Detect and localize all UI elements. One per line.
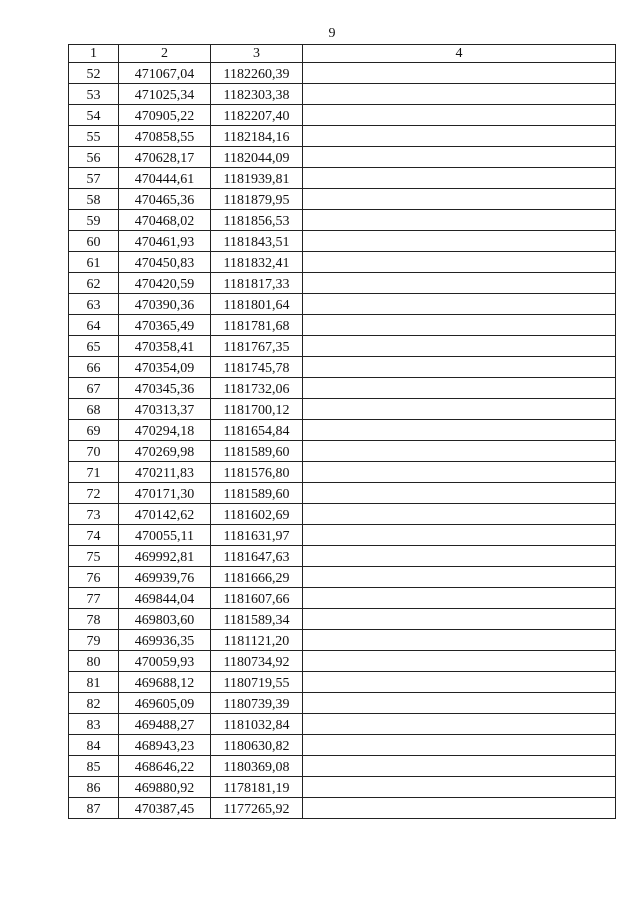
note-cell [303,504,616,525]
y-coordinate-cell: 1181781,68 [211,315,303,336]
y-coordinate-cell: 1180719,55 [211,672,303,693]
note-cell [303,273,616,294]
table-row [69,357,616,378]
table-row [69,315,616,336]
note-cell [303,105,616,126]
table-row [69,126,616,147]
note-cell [303,84,616,105]
y-coordinate-cell: 1181666,29 [211,567,303,588]
y-coordinate-cell: 1181801,64 [211,294,303,315]
y-coordinate-cell: 1181589,60 [211,483,303,504]
note-cell [303,777,616,798]
x-coordinate-cell: 470358,41 [119,336,211,357]
y-coordinate-cell: 1182184,16 [211,126,303,147]
y-coordinate-cell: 1181589,34 [211,609,303,630]
y-coordinate-cell: 1181631,97 [211,525,303,546]
table-row [69,714,616,735]
y-coordinate-cell: 1180369,08 [211,756,303,777]
table-row [69,630,616,651]
table-row [69,546,616,567]
point-number-cell: 78 [69,609,119,630]
note-cell [303,210,616,231]
x-coordinate-cell: 470345,36 [119,378,211,399]
table-row [69,567,616,588]
note-cell [303,63,616,84]
note-cell [303,378,616,399]
column-header-2: 2 [119,45,211,63]
x-coordinate-cell: 468943,23 [119,735,211,756]
table-row [69,483,616,504]
point-number-cell: 70 [69,441,119,462]
table-row [69,294,616,315]
x-coordinate-cell: 470390,36 [119,294,211,315]
point-number-cell: 56 [69,147,119,168]
table-row [69,735,616,756]
table-row [69,168,616,189]
note-cell [303,567,616,588]
table-row [69,399,616,420]
table-header-row [69,45,616,63]
note-cell [303,630,616,651]
x-coordinate-cell: 470211,83 [119,462,211,483]
note-cell [303,651,616,672]
note-cell [303,546,616,567]
note-cell [303,189,616,210]
point-number-cell: 72 [69,483,119,504]
point-number-cell: 53 [69,84,119,105]
note-cell [303,609,616,630]
point-number-cell: 55 [69,126,119,147]
point-number-cell: 81 [69,672,119,693]
table-row [69,756,616,777]
table-row [69,336,616,357]
note-cell [303,588,616,609]
table-row [69,651,616,672]
point-number-cell: 69 [69,420,119,441]
table-row [69,588,616,609]
x-coordinate-cell: 470450,83 [119,252,211,273]
table-row [69,693,616,714]
table-row [69,210,616,231]
x-coordinate-cell: 470294,18 [119,420,211,441]
point-number-cell: 84 [69,735,119,756]
point-number-cell: 76 [69,567,119,588]
y-coordinate-cell: 1182044,09 [211,147,303,168]
x-coordinate-cell: 470171,30 [119,483,211,504]
y-coordinate-cell: 1181576,80 [211,462,303,483]
x-coordinate-cell: 468646,22 [119,756,211,777]
y-coordinate-cell: 1180630,82 [211,735,303,756]
y-coordinate-cell: 1182260,39 [211,63,303,84]
table-row [69,420,616,441]
x-coordinate-cell: 470420,59 [119,273,211,294]
table-row [69,252,616,273]
note-cell [303,672,616,693]
table-row [69,147,616,168]
note-cell [303,441,616,462]
y-coordinate-cell: 1181745,78 [211,357,303,378]
note-cell [303,147,616,168]
point-number-cell: 67 [69,378,119,399]
x-coordinate-cell: 469688,12 [119,672,211,693]
y-coordinate-cell: 1181700,12 [211,399,303,420]
y-coordinate-cell: 1178181,19 [211,777,303,798]
x-coordinate-cell: 470444,61 [119,168,211,189]
note-cell [303,693,616,714]
point-number-cell: 65 [69,336,119,357]
y-coordinate-cell: 1181817,33 [211,273,303,294]
x-coordinate-cell: 469605,09 [119,693,211,714]
x-coordinate-cell: 471025,34 [119,84,211,105]
x-coordinate-cell: 469992,81 [119,546,211,567]
y-coordinate-cell: 1180734,92 [211,651,303,672]
x-coordinate-cell: 470142,62 [119,504,211,525]
y-coordinate-cell: 1181939,81 [211,168,303,189]
note-cell [303,294,616,315]
x-coordinate-cell: 470055,11 [119,525,211,546]
column-header-1: 1 [69,45,119,63]
point-number-cell: 71 [69,462,119,483]
y-coordinate-cell: 1181607,66 [211,588,303,609]
table-row [69,672,616,693]
point-number-cell: 87 [69,798,119,819]
note-cell [303,798,616,819]
y-coordinate-cell: 1182207,40 [211,105,303,126]
note-cell [303,525,616,546]
x-coordinate-cell: 469844,04 [119,588,211,609]
x-coordinate-cell: 469939,76 [119,567,211,588]
y-coordinate-cell: 1181121,20 [211,630,303,651]
x-coordinate-cell: 470354,09 [119,357,211,378]
x-coordinate-cell: 470628,17 [119,147,211,168]
y-coordinate-cell: 1181732,06 [211,378,303,399]
table-row [69,84,616,105]
y-coordinate-cell: 1180739,39 [211,693,303,714]
point-number-cell: 68 [69,399,119,420]
table-row [69,105,616,126]
note-cell [303,336,616,357]
y-coordinate-cell: 1181856,53 [211,210,303,231]
note-cell [303,231,616,252]
y-coordinate-cell: 1181032,84 [211,714,303,735]
point-number-cell: 83 [69,714,119,735]
note-cell [303,126,616,147]
point-number-cell: 58 [69,189,119,210]
note-cell [303,735,616,756]
y-coordinate-cell: 1181654,84 [211,420,303,441]
y-coordinate-cell: 1181767,35 [211,336,303,357]
x-coordinate-cell: 470059,93 [119,651,211,672]
table-row [69,504,616,525]
x-coordinate-cell: 470365,49 [119,315,211,336]
x-coordinate-cell: 470461,93 [119,231,211,252]
x-coordinate-cell: 470387,45 [119,798,211,819]
table-row [69,63,616,84]
note-cell [303,315,616,336]
x-coordinate-cell: 470269,98 [119,441,211,462]
y-coordinate-cell: 1182303,38 [211,84,303,105]
table-body [69,63,616,819]
x-coordinate-cell: 470858,55 [119,126,211,147]
point-number-cell: 86 [69,777,119,798]
y-coordinate-cell: 1181843,51 [211,231,303,252]
column-header-4: 4 [303,45,616,63]
point-number-cell: 77 [69,588,119,609]
table-row [69,231,616,252]
table-row [69,777,616,798]
note-cell [303,420,616,441]
note-cell [303,483,616,504]
point-number-cell: 63 [69,294,119,315]
y-coordinate-cell: 1181879,95 [211,189,303,210]
x-coordinate-cell: 469880,92 [119,777,211,798]
note-cell [303,756,616,777]
point-number-cell: 73 [69,504,119,525]
note-cell [303,714,616,735]
x-coordinate-cell: 469936,35 [119,630,211,651]
point-number-cell: 61 [69,252,119,273]
table-row [69,441,616,462]
x-coordinate-cell: 470313,37 [119,399,211,420]
y-coordinate-cell: 1181602,69 [211,504,303,525]
table-row [69,798,616,819]
table-row [69,378,616,399]
note-cell [303,168,616,189]
point-number-cell: 60 [69,231,119,252]
y-coordinate-cell: 1181647,63 [211,546,303,567]
point-number-cell: 85 [69,756,119,777]
x-coordinate-cell: 470465,36 [119,189,211,210]
point-number-cell: 57 [69,168,119,189]
note-cell [303,462,616,483]
point-number-cell: 79 [69,630,119,651]
table-row [69,462,616,483]
table-row [69,525,616,546]
note-cell [303,252,616,273]
y-coordinate-cell: 1181589,60 [211,441,303,462]
x-coordinate-cell: 469803,60 [119,609,211,630]
note-cell [303,399,616,420]
y-coordinate-cell: 1181832,41 [211,252,303,273]
table-row [69,273,616,294]
x-coordinate-cell: 469488,27 [119,714,211,735]
point-number-cell: 74 [69,525,119,546]
point-number-cell: 75 [69,546,119,567]
page-number: 9 [328,26,336,41]
x-coordinate-cell: 470905,22 [119,105,211,126]
table-row [69,189,616,210]
point-number-cell: 54 [69,105,119,126]
point-number-cell: 64 [69,315,119,336]
column-header-3: 3 [211,45,303,63]
point-number-cell: 52 [69,63,119,84]
coordinates-table [68,44,616,819]
point-number-cell: 59 [69,210,119,231]
table-row [69,609,616,630]
point-number-cell: 80 [69,651,119,672]
x-coordinate-cell: 471067,04 [119,63,211,84]
point-number-cell: 62 [69,273,119,294]
y-coordinate-cell: 1177265,92 [211,798,303,819]
point-number-cell: 66 [69,357,119,378]
note-cell [303,357,616,378]
x-coordinate-cell: 470468,02 [119,210,211,231]
point-number-cell: 82 [69,693,119,714]
